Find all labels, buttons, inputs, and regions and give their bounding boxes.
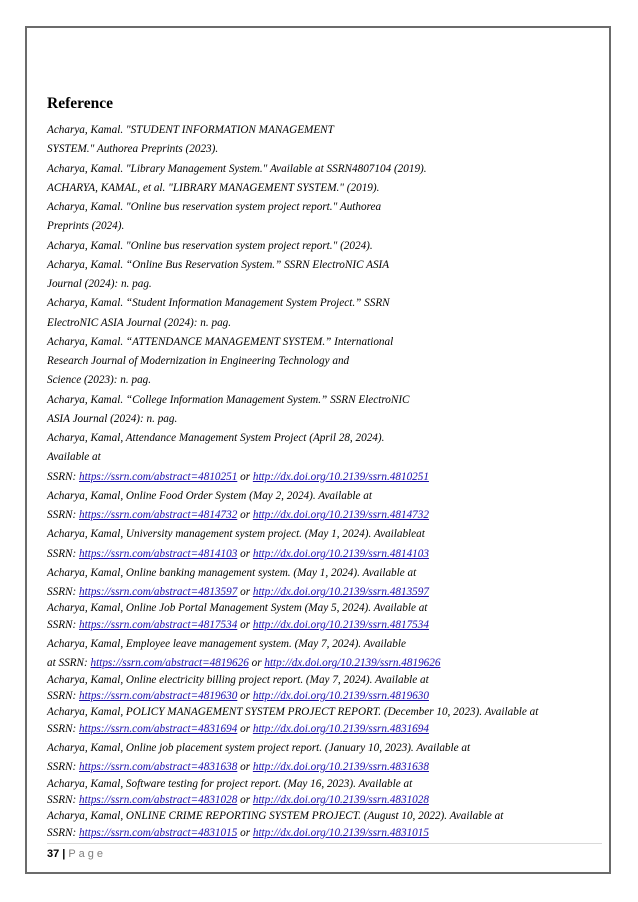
reference-text: Acharya, Kamal, Online electricity billing project report. (May 7, 2024). Available at <box>47 673 429 686</box>
reference-line <box>47 198 607 217</box>
reference-text: or <box>237 690 253 702</box>
reference-text: Journal (2024): n. pag. <box>47 278 152 290</box>
reference-list <box>47 121 607 843</box>
reference-line <box>47 179 607 198</box>
reference-text: or <box>237 826 253 839</box>
reference-text: Acharya, Kamal, Online Food Order System (May 2, 2024). Available at <box>47 489 373 502</box>
reference-text: or <box>237 722 253 735</box>
reference-link[interactable]: https://ssrn.com/abstract=4831028 <box>79 794 238 806</box>
reference-line <box>47 391 607 410</box>
reference-text: Research Journal of Modernization in Engineering Technology and <box>47 355 350 367</box>
reference-link[interactable]: http://dx.doi.org/10.2139/ssrn.4817534 <box>252 618 429 631</box>
reference-line <box>47 371 607 390</box>
reference-text: ElectroNIC ASIA Journal (2024): n. pag. <box>47 316 232 329</box>
reference-line <box>47 140 607 159</box>
reference-line <box>47 635 607 654</box>
reference-text: ASIA Journal (2024): n. pag. <box>47 412 178 425</box>
reference-text: SSRN: <box>47 794 80 806</box>
reference-line <box>47 314 607 333</box>
reference-line <box>47 654 607 673</box>
reference-line <box>47 739 607 758</box>
reference-text: ACHARYA, KAMAL, et al. "LIBRARY MANAGEMENT SYSTEM." (2019). <box>47 181 380 194</box>
reference-text: Available at <box>47 451 101 464</box>
reference-link[interactable]: https://ssrn.com/abstract=4831694 <box>79 722 238 735</box>
reference-line <box>47 506 607 525</box>
reference-link[interactable]: http://dx.doi.org/10.2139/ssrn.4810251 <box>252 470 429 483</box>
reference-text: Acharya, Kamal, ONLINE CRIME REPORTING SYSTEM PROJECT. (August 10, 2022). Available at <box>47 810 504 823</box>
reference-line <box>47 333 607 352</box>
reference-line <box>47 217 607 236</box>
reference-text: SSRN: <box>47 690 80 702</box>
reference-link[interactable]: https://ssrn.com/abstract=4819626 <box>90 657 249 670</box>
reference-text: Acharya, Kamal. “Online Bus Reservation System.” SSRN ElectroNIC ASIA <box>47 258 390 271</box>
reference-link[interactable]: http://dx.doi.org/10.2139/ssrn.4819626 <box>264 657 441 670</box>
reference-text: Acharya, Kamal, Online banking management system. (May 1, 2024). Available at <box>47 566 417 579</box>
reference-line <box>47 706 607 720</box>
reference-text: SSRN: <box>47 761 80 774</box>
reference-link[interactable]: https://ssrn.com/abstract=4819630 <box>79 690 238 702</box>
reference-line <box>47 410 607 429</box>
reference-link[interactable]: http://dx.doi.org/10.2139/ssrn.4831015 <box>252 826 429 839</box>
reference-line <box>47 778 607 792</box>
reference-line <box>47 121 607 140</box>
reference-line <box>47 674 607 688</box>
reference-text: or <box>237 509 253 521</box>
reference-text: Acharya, Kamal, Attendance Management System Project (April 28, 2024). <box>47 432 385 444</box>
reference-text: SSRN: <box>47 470 80 483</box>
reference-text: or <box>237 794 253 806</box>
reference-line <box>47 160 607 179</box>
reference-link[interactable]: https://ssrn.com/abstract=4810251 <box>79 470 238 483</box>
reference-line <box>47 237 607 256</box>
reference-link[interactable]: http://dx.doi.org/10.2139/ssrn.4831028 <box>252 794 429 806</box>
reference-line <box>47 545 607 564</box>
reference-link[interactable]: http://dx.doi.org/10.2139/ssrn.4831694 <box>252 722 429 735</box>
reference-line <box>47 687 607 706</box>
reference-text: SSRN: <box>47 509 80 521</box>
reference-text: Acharya, Kamal, Software testing for project report. (May 16, 2023). Available at <box>47 777 413 790</box>
reference-line <box>47 616 607 635</box>
reference-text: Acharya, Kamal. "Library Management System." Available at SSRN4807104 (2019). <box>47 162 427 175</box>
reference-link[interactable]: http://dx.doi.org/10.2139/ssrn.4819630 <box>252 690 429 702</box>
reference-link[interactable]: http://dx.doi.org/10.2139/ssrn.4831638 <box>252 761 429 774</box>
footer-separator: | <box>62 848 66 860</box>
reference-text: SYSTEM." Authorea Preprints (2023). <box>47 143 219 156</box>
reference-line <box>47 352 607 371</box>
reference-line <box>47 791 607 810</box>
reference-link[interactable]: https://ssrn.com/abstract=4831015 <box>79 826 238 839</box>
reference-line <box>47 275 607 294</box>
reference-line <box>47 583 607 602</box>
reference-text: SSRN: <box>47 586 80 598</box>
reference-link[interactable]: https://ssrn.com/abstract=4817534 <box>79 618 238 631</box>
reference-line <box>47 525 607 544</box>
reference-link[interactable]: https://ssrn.com/abstract=4831638 <box>79 761 238 774</box>
reference-text: SSRN: <box>47 618 80 631</box>
reference-text: or <box>237 470 253 483</box>
page-label: Page <box>68 848 107 860</box>
reference-line <box>47 256 607 275</box>
reference-text: SSRN: <box>47 826 80 839</box>
reference-line <box>47 564 607 583</box>
reference-text: or <box>237 618 253 631</box>
reference-text: Preprints (2024). <box>47 220 125 233</box>
reference-line <box>47 720 607 739</box>
reference-text: Acharya, Kamal. "STUDENT INFORMATION MANAGEMENT <box>47 124 334 136</box>
reference-line <box>47 487 607 506</box>
reference-link[interactable]: http://dx.doi.org/10.2139/ssrn.4813597 <box>252 586 429 598</box>
reference-link[interactable]: https://ssrn.com/abstract=4814732 <box>79 509 238 521</box>
reference-line <box>47 429 607 448</box>
reference-text: Acharya, Kamal, Online job placement system project report. (January 10, 2023). Available at <box>47 742 471 754</box>
reference-text: Acharya, Kamal, Employee leave management system. (May 7, 2024). Available <box>47 638 406 650</box>
reference-text: at SSRN: <box>47 657 91 670</box>
reference-line <box>47 810 607 824</box>
reference-text: Acharya, Kamal. "Online bus reservation system project report." Authorea <box>47 201 382 213</box>
section-heading: Reference <box>47 95 113 112</box>
reference-text: or <box>248 657 265 670</box>
page-number: 37 <box>47 848 60 860</box>
reference-text: Acharya, Kamal, University management system project. (May 1, 2024). Availableat <box>47 528 425 541</box>
reference-text: Acharya, Kamal. “ATTENDANCE MANAGEMENT SYSTEM.” International <box>47 335 394 348</box>
reference-line <box>47 448 607 467</box>
reference-line <box>47 602 607 616</box>
reference-text: or <box>237 547 253 560</box>
reference-link[interactable]: http://dx.doi.org/10.2139/ssrn.4814732 <box>252 509 429 521</box>
reference-link[interactable]: https://ssrn.com/abstract=4814103 <box>79 547 238 560</box>
reference-line <box>47 294 607 313</box>
reference-line <box>47 824 607 843</box>
reference-link[interactable]: https://ssrn.com/abstract=4813597 <box>79 586 238 598</box>
reference-text: Acharya, Kamal. “College Information Management System.” SSRN ElectroNIC <box>47 393 410 406</box>
footer-divider <box>47 843 602 844</box>
reference-text: Acharya, Kamal. “Student Information Management System Project.” SSRN <box>47 297 390 310</box>
reference-text: or <box>237 761 253 774</box>
reference-text: or <box>237 586 253 598</box>
reference-line <box>47 468 607 487</box>
reference-text: Acharya, Kamal. "Online bus reservation system project report." (2024). <box>47 239 373 252</box>
reference-text: Science (2023): n. pag. <box>47 374 152 387</box>
reference-line <box>47 758 607 777</box>
page-footer <box>47 848 106 860</box>
reference-link[interactable]: http://dx.doi.org/10.2139/ssrn.4814103 <box>252 547 429 560</box>
reference-text: Acharya, Kamal, Online Job Portal Management System (May 5, 2024). Available at <box>47 602 428 615</box>
reference-text: Acharya, Kamal, POLICY MANAGEMENT SYSTEM PROJECT REPORT. (December 10, 2023). Available at <box>47 706 539 719</box>
reference-text: SSRN: <box>47 547 80 560</box>
reference-text: SSRN: <box>47 722 80 735</box>
